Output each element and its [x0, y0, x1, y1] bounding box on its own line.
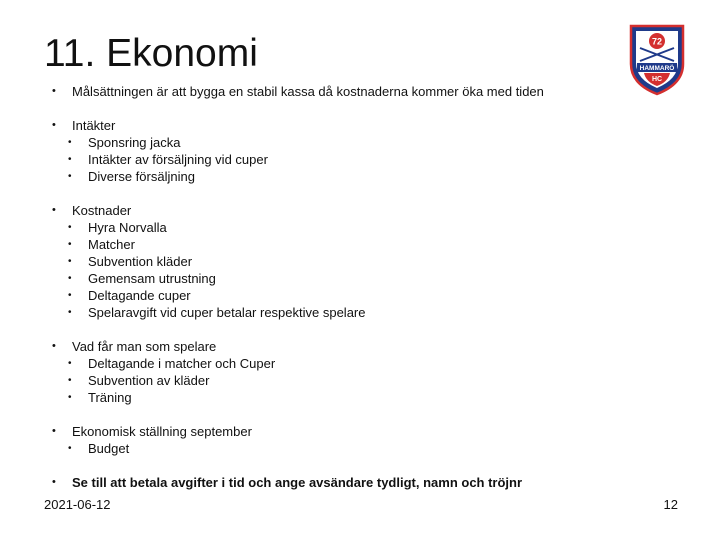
bullet-item: [52, 338, 692, 406]
sub-bullet-text: Budget: [88, 441, 130, 456]
bullet-text: Målsättningen är att bygga en stabil kassa då kostnaderna kommer öka med tiden: [72, 84, 544, 99]
bullet-item: [52, 83, 692, 100]
sub-bullet-text: Matcher: [88, 237, 135, 252]
sub-bullet-item: [52, 389, 692, 406]
bullet-marker: •: [52, 119, 56, 131]
bullet-item: [52, 423, 692, 457]
sub-bullet-item: [52, 304, 692, 321]
sub-bullet-item: [52, 134, 692, 151]
sub-bullet-marker: •: [68, 137, 72, 148]
bullet-marker: •: [52, 425, 56, 437]
sub-bullet-marker: •: [68, 171, 72, 182]
page-number: 12: [663, 497, 678, 512]
sub-bullet-text: Deltagande i matcher och Cuper: [88, 356, 276, 371]
sub-bullet-marker: •: [68, 392, 72, 403]
bullet-text: Intäkter: [72, 118, 116, 133]
bullet-list: [52, 83, 692, 491]
sub-bullet-text: Subvention kläder: [88, 254, 193, 269]
sub-bullet-text: Diverse försäljning: [88, 169, 195, 184]
bullet-marker: •: [52, 340, 56, 352]
sub-bullet-text: Intäkter av försäljning vid cuper: [88, 152, 268, 167]
sub-bullet-marker: •: [68, 222, 72, 233]
bullet-item: [52, 202, 692, 321]
sub-bullet-marker: •: [68, 154, 72, 165]
slide-title: 11. Ekonomi: [44, 32, 258, 75]
sub-bullet-item: [52, 372, 692, 389]
sub-bullet-text: Sponsring jacka: [88, 135, 181, 150]
sub-bullet-item: [52, 151, 692, 168]
bullet-level1: [52, 117, 692, 134]
sub-bullet-marker: •: [68, 273, 72, 284]
sub-bullet-text: Spelaravgift vid cuper betalar respektive spelare: [88, 305, 366, 320]
bullet-text: Ekonomisk ställning september: [72, 424, 252, 439]
sub-bullet-item: [52, 236, 692, 253]
sub-bullet-text: Hyra Norvalla: [88, 220, 167, 235]
logo-abbrev-text: HC: [651, 76, 663, 83]
sub-bullet-marker: •: [68, 375, 72, 386]
bullet-text: Vad får man som spelare: [72, 339, 217, 354]
sub-bullet-list: [52, 134, 692, 185]
sub-bullet-item: [52, 355, 692, 372]
logo-name-text: HAMMARÖ: [639, 65, 675, 72]
sub-bullet-text: Deltagande cuper: [88, 288, 191, 303]
sub-bullet-item: [52, 287, 692, 304]
bullet-level1: [52, 474, 692, 491]
bullet-text: Se till att betala avgifter i tid och ange avsändare tydligt, namn och tröjnr: [72, 475, 523, 490]
bullet-level1: [52, 83, 692, 100]
sub-bullet-marker: •: [68, 358, 72, 369]
sub-bullet-marker: •: [68, 256, 72, 267]
sub-bullet-list: [52, 440, 692, 457]
sub-bullet-item: [52, 219, 692, 236]
sub-bullet-item: [52, 270, 692, 287]
sub-bullet-text: Subvention av kläder: [88, 373, 210, 388]
sub-bullet-item: [52, 253, 692, 270]
sub-bullet-list: [52, 219, 692, 321]
sub-bullet-text: Träning: [88, 390, 132, 405]
bullet-item: [52, 474, 692, 491]
bullet-marker: •: [52, 204, 56, 216]
sub-bullet-text: Gemensam utrustning: [88, 271, 216, 286]
sub-bullet-marker: •: [68, 443, 72, 454]
bullet-text: Kostnader: [72, 203, 132, 218]
bullet-item: [52, 117, 692, 185]
sub-bullet-marker: •: [68, 307, 72, 318]
sub-bullet-item: [52, 168, 692, 185]
bullet-level1: [52, 202, 692, 219]
sub-bullet-item: [52, 440, 692, 457]
logo-year-text: 72: [651, 36, 663, 47]
bullet-level1: [52, 423, 692, 440]
sub-bullet-list: [52, 355, 692, 406]
bullet-level1: [52, 338, 692, 355]
sub-bullet-marker: •: [68, 239, 72, 250]
sub-bullet-marker: •: [68, 290, 72, 301]
bullet-marker: •: [52, 476, 56, 488]
bullet-marker: •: [52, 85, 56, 97]
footer-date: 2021-06-12: [44, 497, 111, 512]
